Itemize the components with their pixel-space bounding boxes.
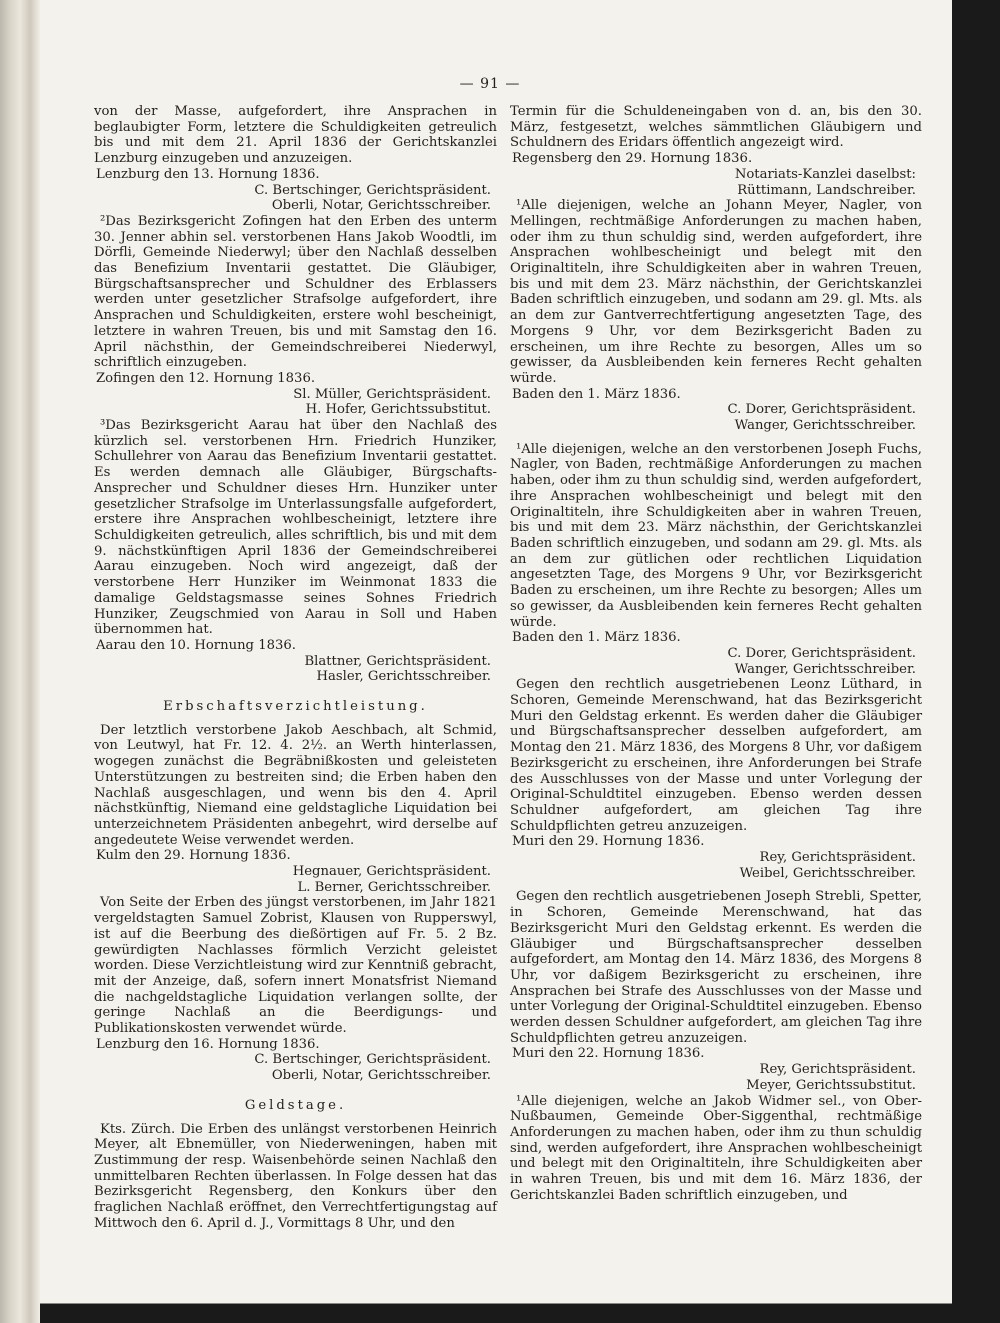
signature: L. Berner, Gerichtsschreiber.	[297, 879, 491, 895]
signature: Meyer, Gerichtssubstitut.	[746, 1077, 916, 1093]
spacer	[510, 434, 922, 442]
notice-date: Lenzburg den 16. Hornung 1836.	[96, 1036, 320, 1052]
notice-paragraph: ²Das Bezirksgericht Zofingen hat den Erben des unterm 30. Jenner abhin sel. verstorbenen Hans Jakob Woodtli, im Dörfli, Gemeinde Niederwyl; über den Nachlaß desselben das Benefizium Inventarii gestattet. Die Gläubiger, Bürgschaftsansprecher und Schuldner des Erblassers werden unter gesetzlicher Strafsolge aufgefordert, ihre Ansprachen und Schuldigkeiten, erstere wohl bescheinigt, letztere in wahren Treuen, bis und mit Samstag den 16. April nächsthin, der Gemeindschreiberei Niederwyl, schriftlich einzugeben.	[94, 213, 497, 371]
notice-date: Zofingen den 12. Hornung 1836.	[96, 370, 316, 386]
signature: Hegnauer, Gerichtspräsident.	[292, 864, 491, 880]
signature: Oberli, Notar, Gerichtsschreiber.	[271, 1068, 491, 1084]
signature: Rey, Gerichtspräsident.	[759, 1062, 916, 1078]
signature: C. Dorer, Gerichtspräsident.	[727, 645, 916, 661]
notice-date: Lenzburg den 13. Hornung 1836.	[96, 166, 320, 182]
signature: Oberli, Notar, Gerichtsschreiber.	[271, 198, 491, 214]
signature: Weibel, Gerichtsschreiber.	[739, 865, 916, 881]
notice-paragraph: ¹Alle diejenigen, welche an den verstorbenen Joseph Fuchs, Nagler, von Baden, rechtmäßige Anforderungen zu machen haben, oder ihm zu thun schuldig sind, werden aufgefordert, ihre Ansprachen wohlbescheinigt und belegt mit den Originaltiteln, ihre Schuldigkeiten aber in wahren Treuen, bis und mit dem 23. März nächsthin, der Gerichtskanzlei Baden schriftlich einzugeben, und sodann am 29. gl. Mts. als an dem zur gütlichen oder rechtlichen Liquidation angesetzten Tage, des Morgens 9 Uhr, vor Bezirksgericht Baden zu erscheinen, um ihre Rechte zu besorgen; Alles um so gewisser, da Ausbleibenden kein ferneres Recht gehalten würde.	[510, 441, 922, 630]
notice-paragraph: Kts. Zürch. Die Erben des unlängst verstorbenen Heinrich Meyer, alt Ebnemüller, von Niederweningen, haben mit Zustimmung der resp. Waisenbehörde seinen Nachlaß den unmittelbaren Rechten überlassen. In Folge dessen hat das Bezirksgericht Regensberg, den Konkurs über den fraglichen Nachlaß eröffnet, den Verrechtfertigungstag auf Mittwoch den 6. April d. J., Vormittags 8 Uhr, und den	[94, 1121, 497, 1231]
left-column	[94, 104, 497, 1232]
notice-date: Aarau den 10. Hornung 1836.	[96, 637, 296, 653]
signature: Wanger, Gerichtsschreiber.	[734, 661, 916, 677]
signature: Sl. Müller, Gerichtspräsident.	[293, 386, 491, 402]
spacer	[510, 881, 922, 889]
notice-paragraph: Gegen den rechtlich ausgetriebenen Leonz Lüthard, in Schoren, Gemeinde Merenschwand, hat das Bezirksgericht Muri den Geldstag erkennt. Es werden daher die Gläubiger und Bürgschaftsansprecher desselben aufgefordert, am Montag den 21. März 1836, des Morgens 8 Uhr, vor daßigem Bezirksgericht zu erscheinen, ihre Anforderungen bei Strafe des Ausschlusses von der Masse und unter Vorlegung der Original-Schuldtitel einzugeben. Ebenso werden dessen Schuldner aufgefordert, am gleichen Tag ihre Schuldpflichten getreu anzuzeigen.	[510, 677, 922, 834]
notice-date: Baden den 1. März 1836.	[512, 386, 681, 402]
signature: Wanger, Gerichtsschreiber.	[734, 418, 916, 434]
book-gutter	[0, 0, 40, 1323]
signature: Notariats-Kanzlei daselbst:	[734, 166, 916, 182]
notice-paragraph: Termin für die Schuldeneingaben von d. an, bis den 30. März, festgesetzt, welches sämmtlichen Gläubigern und Schuldnern des Eridars öffentlich angezeigt wird.	[510, 104, 922, 151]
signature: C. Bertschinger, Gerichtspräsident.	[254, 1052, 491, 1068]
signature: Blattner, Gerichtspräsident.	[304, 653, 491, 669]
notice-date: Baden den 1. März 1836.	[512, 630, 681, 646]
signature: Hasler, Gerichtsschreiber.	[316, 669, 491, 685]
signature: H. Hofer, Gerichtssubstitut.	[305, 402, 491, 418]
notice-paragraph: Von Seite der Erben des jüngst verstorbenen, im Jahr 1821 vergeldstagten Samuel Zobrist, Klausen von Rupperswyl, ist auf die Beerbung des dießörtigen auf Fr. 5. 2 Bz. gewürdigten Nachlasses förmlich Verzicht geleistet worden. Diese Verzichtleistung wird zur Kenntniß gebracht, mit der Anzeige, daß, sofern innert Monatsfrist Niemand die nachgeldstagliche Liquidation verlangen sollte, der geringe Nachlaß an die Beerdigungs- und Publikationskosten verwendet würde.	[94, 895, 497, 1037]
notice-paragraph: Gegen den rechtlich ausgetriebenen Joseph Strebli, Spetter, in Schoren, Gemeinde Merenschwand, hat das Bezirksgericht Muri den Geldstag erkennt. Es werden die Gläubiger und Bürgschaftsansprecher desselben aufgefordert, am Montag den 14. März 1836, des Morgens 8 Uhr, vor daßigem Bezirksgericht zu erscheinen, ihre Ansprachen bei Strafe des Ausschlusses von der Masse und unter Vorlegung der Original-Schuldtitel einzugeben. Ebenso werden dessen Schuldner aufgefordert, am gleichen Tag ihre Schuldpflichten getreu anzuzeigen.	[510, 889, 922, 1046]
notice-paragraph: ³Das Bezirksgericht Aarau hat über den Nachlaß des kürzlich sel. verstorbenen Hrn. Friedrich Hunziker, Schullehrer von Aarau das Benefizium Inventarii gestattet. Es werden demnach alle Gläubiger, Bürgschafts-Ansprecher und Schuldner dieses Hrn. Hunziker unter gesetzlicher Strafsolge im Unterlassungsfalle aufgefordert, erstere ihre Ansprachen wohlbescheinigt, letztere ihre Schuldigkeiten getreulich, alles schriftlich, bis und mit dem 9. nächstkünftigen April 1836 der Gemeindschreiberei Aarau einzugeben. Noch wird angezeigt, daß der verstorbene Herr Hunziker im Weinmonat 1833 die damalige Geldstagsmasse seines Sohnes Friedrich Hunziker, Zeugschmied von Aarau in Soll und Haben übernommen hat.	[94, 418, 497, 638]
document-page	[40, 0, 952, 1304]
signature: Rey, Gerichtspräsident.	[759, 850, 916, 866]
notice-paragraph: ¹Alle diejenigen, welche an Jakob Widmer sel., von Ober-Nußbaumen, Gemeinde Ober-Siggenthal, rechtmäßige Anforderungen zu machen haben, oder ihm zu thun schuldig sind, werden aufgefordert, ihre Ansprachen wohlbescheinigt und belegt mit den Originaltiteln, ihre Schuldigkeiten aber in wahren Treuen, bis und mit dem 16. März 1836, der Gerichtskanzlei Baden schriftlich einzugeben, und	[510, 1093, 922, 1203]
notice-date: Muri den 22. Hornung 1836.	[512, 1046, 705, 1062]
notice-paragraph: ¹Alle diejenigen, welche an Johann Meyer, Nagler, von Mellingen, rechtmäßige Anforderungen zu machen haben, oder ihm zu thun schuldig sind, werden aufgefordert, ihre Ansprachen wohlbescheinigt und belegt mit den Originaltiteln, ihre Schuldigkeiten aber in wahren Treuen, bis und mit dem 23. März nächsthin, der Gerichtskanzlei Baden schriftlich einzugeben, und sodann am 29. gl. Mts. als an dem zur Gantverrechtfertigung angesetzten Tage, des Morgens 9 Uhr, vor dem Bezirksgericht Baden zu erscheinen, um ihre Rechte zu besorgen, Alles um so gewisser, da Ausbleibenden kein ferneres Recht gehalten würde.	[510, 198, 922, 386]
signature: C. Bertschinger, Gerichtspräsident.	[254, 182, 491, 198]
notice-paragraph: von der Masse, aufgefordert, ihre Ansprachen in beglaubigter Form, letztere die Schuldigkeiten getreulich bis und mit dem 21. April 1836 der Gerichtskanzlei Lenzburg einzugeben und anzuzeigen.	[94, 104, 497, 167]
section-heading: Erbschaftsverzichtleistung.	[163, 699, 428, 715]
right-column	[510, 104, 922, 1204]
signature: C. Dorer, Gerichtspräsident.	[727, 402, 916, 418]
notice-date: Regensberg den 29. Hornung 1836.	[512, 151, 753, 167]
notice-paragraph: Der letztlich verstorbene Jakob Aeschbach, alt Schmid, von Leutwyl, hat Fr. 12. 4. 2½. an Werth hinterlassen, wogegen zunächst die Begräbnißkosten und geleisteten Unterstützungen zu bestreiten sind; die Erben haben den Nachlaß ausgeschlagen, und wenn bis den 4. April nächstkünftig, Niemand eine geldstagliche Liquidation bei unterzeichnetem Präsidenten anbegehrt, wird derselbe auf angedeutete Weise verwendet werden.	[94, 722, 497, 848]
page-number: — 91 —	[459, 76, 521, 92]
signature: Rüttimann, Landschreiber.	[737, 182, 916, 198]
notice-date: Muri den 29. Hornung 1836.	[512, 834, 705, 850]
notice-date: Kulm den 29. Hornung 1836.	[96, 848, 291, 864]
section-heading: Geldstage.	[244, 1097, 347, 1113]
